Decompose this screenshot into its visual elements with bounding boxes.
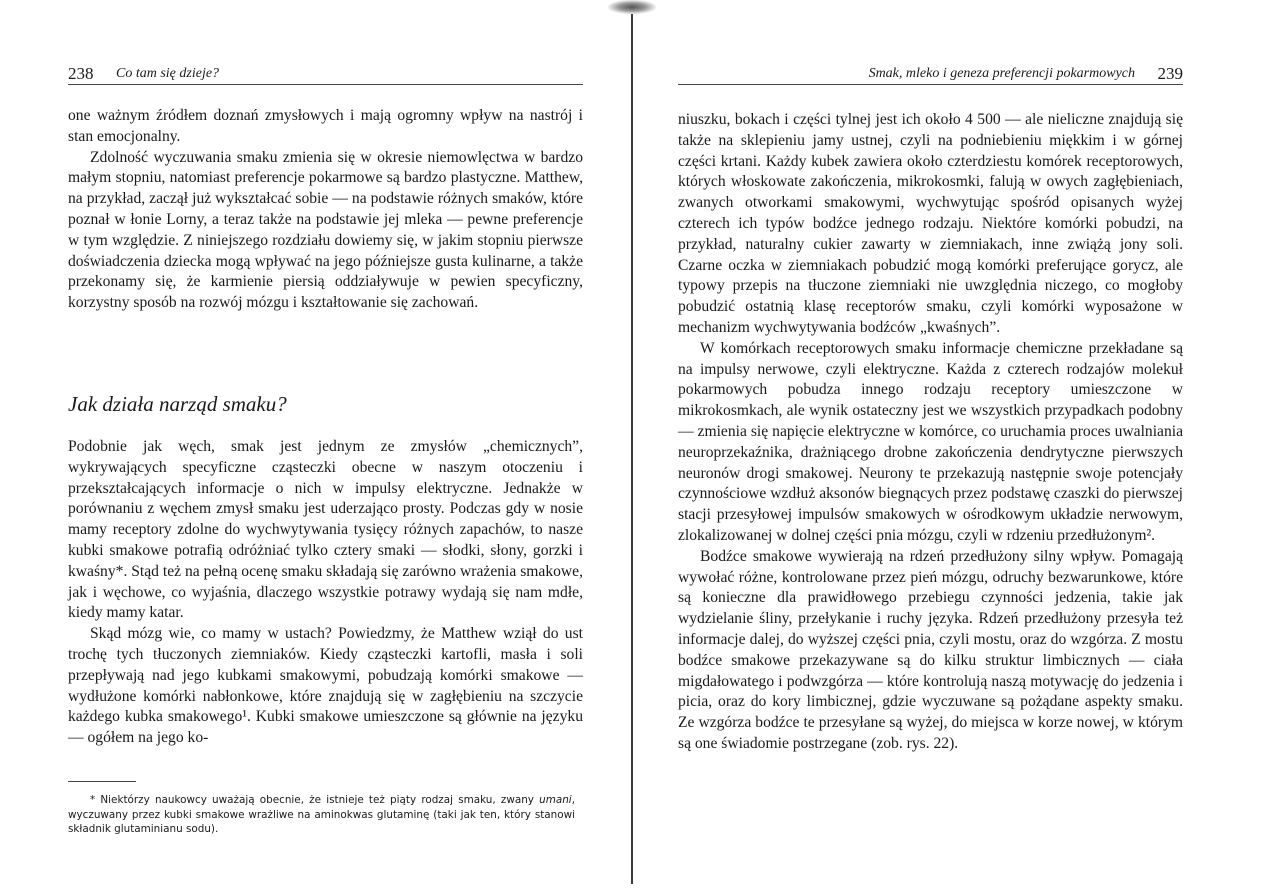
footnote-term: umani [539,794,572,806]
paragraph: niuszku, bokach i części tylnej jest ich około 4 500 — ale nieliczne znajdują się także na sklepieniu jamy ustnej, czyli na podniebieniu miękkim i w górnej części krtani. Każdy kubek zawiera około czterdziestu komórek receptorowych, których włoskowate zakończenia, mikrokosmki, falują w owych zagłębieniach, zwanych otworkami smakowymi, wychwytując spośród opisanych wyżej czterech ich typów bodźce jednego rodzaju. Niektóre komórki pobudzi, na przykład, naturalny cukier zawarty w ziemniakach, inne zwiążą jony soli. Czarne oczka w ziemniakach pobudzić mogą komórki preferujące gorycz, ale typowy przepis na tłuczone ziemniaki nie uwzględnia niczego, co mogłoby pobudzić ostatnią klasę receptorów smaku, czyli komórki wyposażone w mechanizm wychwytywania bodźców „kwaśnych”. [678,111,1183,336]
paragraph: Skąd mózg wie, co mamy w ustach? Powiedzmy, że Matthew wziął do ust trochę tych tłuczonych ziemniaków. Kiedy cząsteczki kartofli, masła i soli przepływają nad jego kubkami smakowymi, pobudzają komórki smakowe — wydłużone komórki nabłonkowe, które znajdują się w zagłębieniu na szczycie każdego kubka smakowego¹. Kubki smakowe umieszczone są głównie na języku — ogółem na jego ko- [68,625,583,747]
paragraph: Podobnie jak węch, smak jest jednym ze zmysłów „chemicznych”, wykrywających specyficzne cząsteczki obecne w naszym otoczeniu i przekształcających informacje o nich w impulsy elektryczne. Jednakże w porównaniu z węchem zmysł smaku jest uderzająco prosty. Podczas gdy w nosie mamy receptory zdolne do wychwytywania tysięcy różnych zapachów, to nasze kubki smakowe potrafią odróżniać tylko cztery smaki — słodki, słony, gorzki i kwaśny*. Stąd też na pełną ocenę smaku składają się zarówno wrażenia smakowe, jak i węchowe, co wyjaśnia, dlaczego wszystkie potrawy wydają się nam mdłe, kiedy mamy katar. [68,438,583,622]
right-running-head [678,62,1183,85]
paragraph: one ważnym źródłem doznań zmysłowych i mają ogromny wpływ na nastrój i stan emocjonalny. [68,107,583,145]
section-heading: Jak działa narząd smaku? [68,392,287,416]
footnote-text-end: , wyczuwany przez kubki smakowe wrażliwe na aminokwas glutaminę (taki jak ten, który stanowi składnik glutaminianu sodu). [68,794,575,835]
left-section-text [68,437,583,749]
page-gutter [631,14,633,884]
binding-shadow [608,0,656,14]
footnote-text-start: * Niektórzy naukowcy uważają obecnie, że istnieje też piąty rodzaj smaku, zwany [90,794,540,806]
right-page-number: 239 [1157,64,1183,83]
left-running-title: Co tam się dzieje? [116,66,220,81]
footnote [68,793,575,837]
paragraph: W komórkach receptorowych smaku informacje chemiczne przekładane są na impulsy nerwowe, czyli elektryczne. Każda z czterech rodzajów molekuł pokarmowych pobudza innego rodzaju receptory umieszczone w mikrokosmkach, ale wynik ostateczny jest we wszystkich przypadkach podobny — zmienia się napięcie elektryczne w komórce, co uruchamia proces uwalniania neuroprzekaźnika, drażniącego drobne zakończenia dendrytyczne pierwszych neuronów drogi smakowej. Neurony te przekazują następnie swoje potencjały czynnościowe wzdłuż aksonów biegnących przez podstawę czaszki do pierwszej stacji przesyłowej impulsów smakowych w ośrodkowym układzie nerwowym, zlokalizowanej w dolnej części pnia mózgu, czyli w rdzeniu przedłużonym². [678,339,1183,544]
left-page-number: 238 [68,64,94,83]
right-body-text [678,110,1183,755]
footnote-rule [68,781,136,782]
paragraph: Zdolność wyczuwania smaku zmienia się w okresie niemowlęctwa w bardzo małym stopniu, natomiast preferencje pokarmowe są bardzo plastyczne. Matthew, na przykład, zaczął już wykształcać sobie — na podstawie różnych smaków, które poznał w łonie Lorny, a teraz także na podstawie jej mleka — pewne preferencje w tym względzie. Z niniejszego rozdziału dowiemy się, w jakim stopniu pierwsze doświadczenia dziecka mogą wpływać na jego późniejsze gusta kulinarne, a także przekonamy się, że karmienie piersią oddziaływuje w pewien specyficzny, korzystny sposób na rozwój mózgu i kształtowanie się zachowań. [68,148,583,312]
right-running-title: Smak, mleko i geneza preferencji pokarmowych [868,66,1135,81]
left-running-head [68,62,583,85]
paragraph: Bodźce smakowe wywierają na rdzeń przedłużony silny wpływ. Pomagają wywołać różne, kontrolowane przez pień mózgu, odruchy bezwarunkowe, które są konieczne dla prawidłowego przebiegu czynności jedzenia, takie jak wydzielanie śliny, przełykanie i ruchy języka. Rdzeń przedłużony przesyła też informacje dalej, do wyższej części pnia, czyli mostu, oraz do wzgórza. Z mostu bodźce smakowe przekazywane są do kilku struktur limbicznych — ciała migdałowatego i podwzgórza — które kontrolują naszą motywację do jedzenia i picia, oraz do kory limbicznej, gdzie wyczuwane są pożądane aspekty smaku. Ze wzgórza bodźce te przesyłane są wyżej, do miejsca w korze nowej, w którym są one świadomie postrzegane (zob. rys. 22). [678,547,1183,752]
left-intro-text [68,106,583,314]
